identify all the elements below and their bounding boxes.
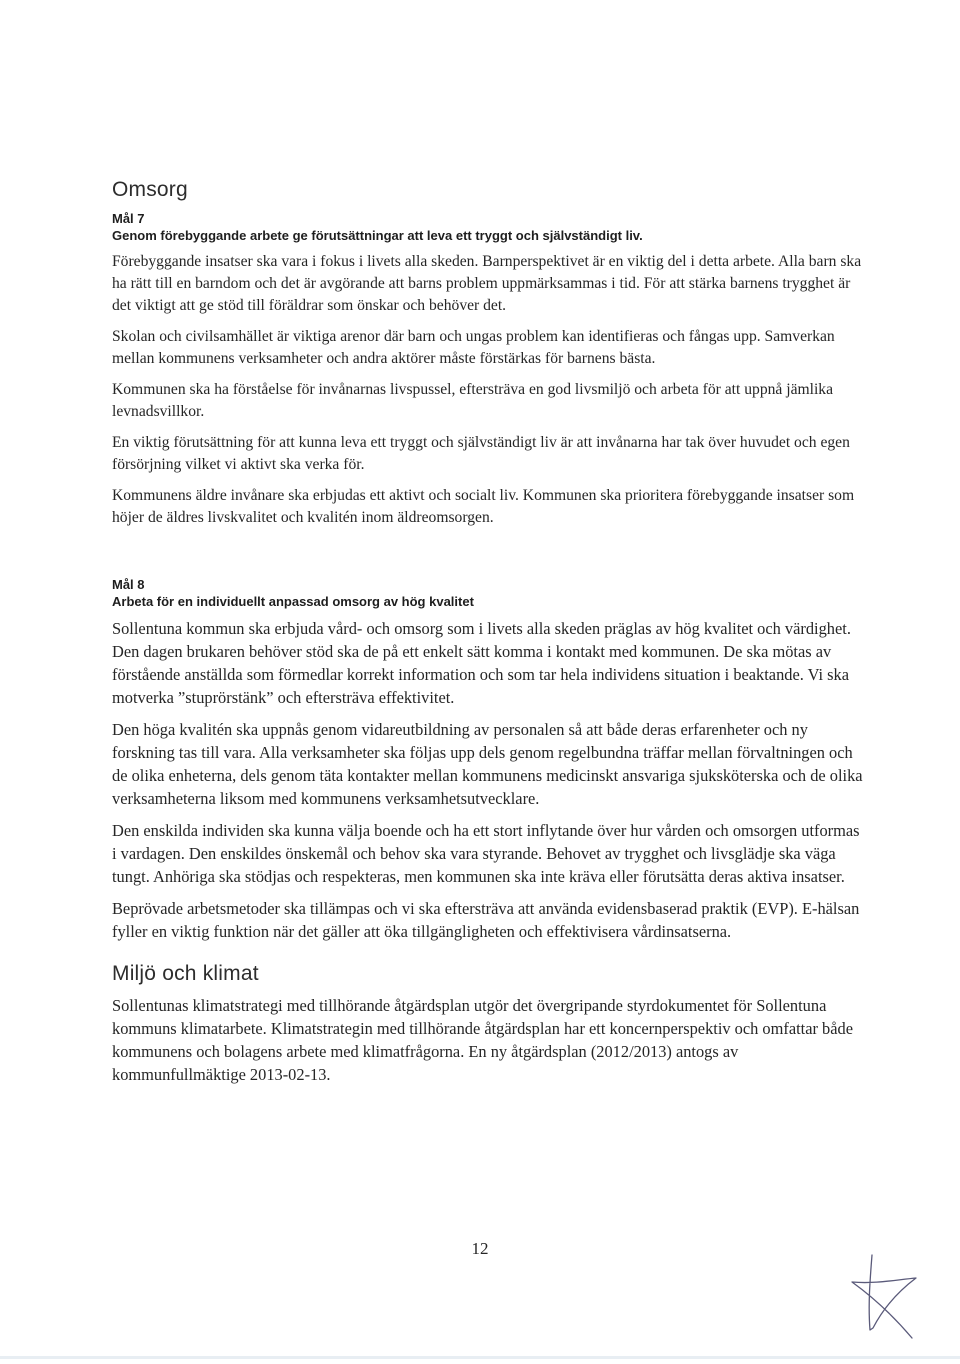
paragraph: Den enskilda individen ska kunna välja boende och ha ett stort inflytande över hur vården och omsorgen utformas i vardagen. Den enskildes önskemål och behov ska vara styrande. Behovet av trygghet och livsglädje ska väga tungt. Anhöriga ska stödjas och respekteras, men kommunen ska inte kräva eller förutsätta deras aktiva insatser. — [112, 821, 860, 886]
paragraph: Skolan och civilsamhället är viktiga arenor där barn och ungas problem kan identifieras och fångas upp. Samverkan mellan kommunens verksamheter och andra aktörer måste förstärkas för barnens bästa. — [112, 328, 835, 367]
handwritten-star-signature-icon — [840, 1250, 920, 1345]
paragraph: Kommunens äldre invånare ska erbjudas ett aktivt och socialt liv. Kommunen ska prioritera förebyggande insatser som höjer de äldres livskvalitet och kvalitén inom äldreomsorgen. — [112, 487, 855, 526]
paragraph: Förebyggande insatser ska vara i fokus i livets alla skeden. Barnperspektivet är en viktig del i detta arbete. Alla barn ska ha rätt till en barndom och det är avgörande att barns problem uppmärksammas i tid. För att stärka barnens trygghet är det viktigt att ge stöd till föräldrar som önskar och behöver det. — [112, 253, 862, 314]
miljo-body — [112, 994, 864, 1086]
paragraph: Beprövade arbetsmetoder ska tillämpas och vi ska eftersträva att använda evidensbaserad praktik (EVP). E-hälsan fyller en viktig funktion när det gäller att öka tillgängligheten och effektivisera vårdinsatserna. — [112, 899, 860, 941]
scan-edge — [0, 1356, 960, 1359]
paragraph: En viktig förutsättning för att kunna leva ett tryggt och självständigt liv är att invånarna har tak över huvudet och egen försörjning vilket vi aktivt ska verka för. — [112, 434, 850, 473]
goal-7-label: Mål 7 — [112, 211, 145, 226]
section-title-miljo: Miljö och klimat — [112, 962, 259, 985]
goal-8-title: Arbeta för en individuellt anpassad omsorg av hög kvalitet — [112, 594, 474, 609]
goal-7-title: Genom förebyggande arbete ge förutsättningar att leva ett tryggt och självständigt liv. — [112, 228, 643, 243]
paragraph: Den höga kvalitén ska uppnås genom vidareutbildning av personalen så att både deras erfarenheter och ny forskning tas till vara. Alla verksamheter ska följas upp dels genom regelbundna träffar mellan förvaltningen och de olika enheterna, dels genom täta kontakter mellan kommunens medicinskt ansvariga sjuksköterska och de olika verksamheterna liksom med kommunens verksamhetsutvecklare. — [112, 720, 863, 808]
paragraph: Sollentunas klimatstrategi med tillhörande åtgärdsplan utgör det övergripande styrdokumentet för Sollentuna kommuns klimatarbete. Klimatstrategin med tillhörande åtgärdsplan har ett koncernperspektiv och omfattar både kommunens och bolagens arbete med klimatfrågorna. En ny åtgärdsplan (2012/2013) antogs av kommunfullmäktige 2013-02-13. — [112, 996, 853, 1084]
goal-7-body — [112, 251, 864, 529]
goal-8-body — [112, 617, 864, 943]
page-content — [112, 178, 864, 1095]
goal-8-label: Mål 8 — [112, 577, 145, 592]
paragraph: Sollentuna kommun ska erbjuda vård- och omsorg som i livets alla skeden präglas av hög kvalitet och värdighet. Den dagen brukaren behöver stöd ska de på ett enkelt sätt komma i kontakt med kommunen. De ska mötas av förstående anställda som förmedlar korrekt information och som tar hela individens situation i beaktande. Vi ska motverka ”stuprörstänk” och eftersträva effektivitet. — [112, 619, 851, 707]
spacer — [112, 538, 864, 576]
spacer — [112, 952, 864, 962]
page-number: 12 — [471, 1239, 489, 1258]
section-title-omsorg: Omsorg — [112, 178, 188, 201]
paragraph: Kommunen ska ha förståelse för invånarnas livspussel, eftersträva en god livsmiljö och arbeta för att uppnå jämlika levnadsvillkor. — [112, 381, 833, 420]
